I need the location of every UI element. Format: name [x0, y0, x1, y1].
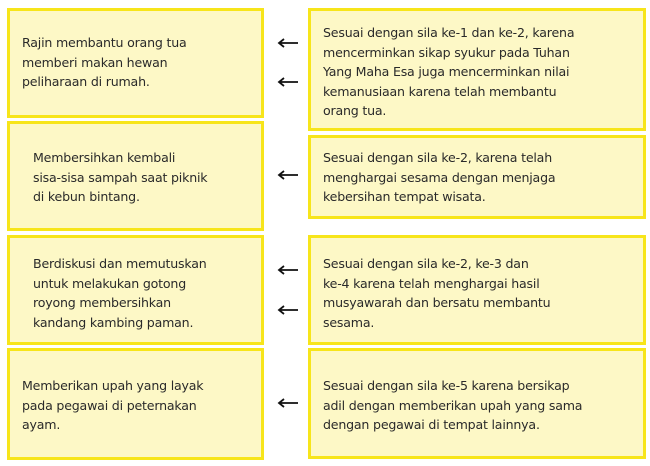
- arrow-left-icon: [277, 77, 299, 87]
- explanation-text-4: Sesuai dengan sila ke-5 karena bersikap adil dengan memberikan upah yang sama dengan pegawai di tempat lainnya.: [323, 378, 583, 432]
- explanation-text-2: Sesuai dengan sila ke-2, karena telah menghargai sesama dengan menjaga kebersihan tempat wisata.: [323, 150, 556, 204]
- arrow-left-icon: [277, 398, 299, 408]
- action-text-1: Rajin membantu orang tua memberi makan hewan peliharaan di rumah.: [22, 35, 187, 89]
- arrow-left-icon: [277, 265, 299, 275]
- arrow-left-icon: [277, 170, 299, 180]
- explanation-text-3: Sesuai dengan sila ke-2, ke-3 dan ke-4 karena telah menghargai hasil musyawarah dan bersatu membantu sesama.: [323, 256, 551, 330]
- arrow-left-icon: [277, 305, 299, 315]
- action-text-2: Membersihkan kembali sisa-sisa sampah saat piknik di kebun bintang.: [33, 150, 208, 204]
- explanation-text-1: Sesuai dengan sila ke-1 dan ke-2, karena mencerminkan sikap syukur pada Tuhan Yang Maha Esa juga mencerminkan nilai kemanusiaan karena telah membantu orang tua.: [323, 25, 575, 118]
- action-text-4: Memberikan upah yang layak pada pegawai di peternakan ayam.: [22, 378, 204, 432]
- arrow-left-icon: [277, 38, 299, 48]
- action-text-3: Berdiskusi dan memutuskan untuk melakukan gotong royong membersihkan kandang kambing paman.: [33, 256, 207, 330]
